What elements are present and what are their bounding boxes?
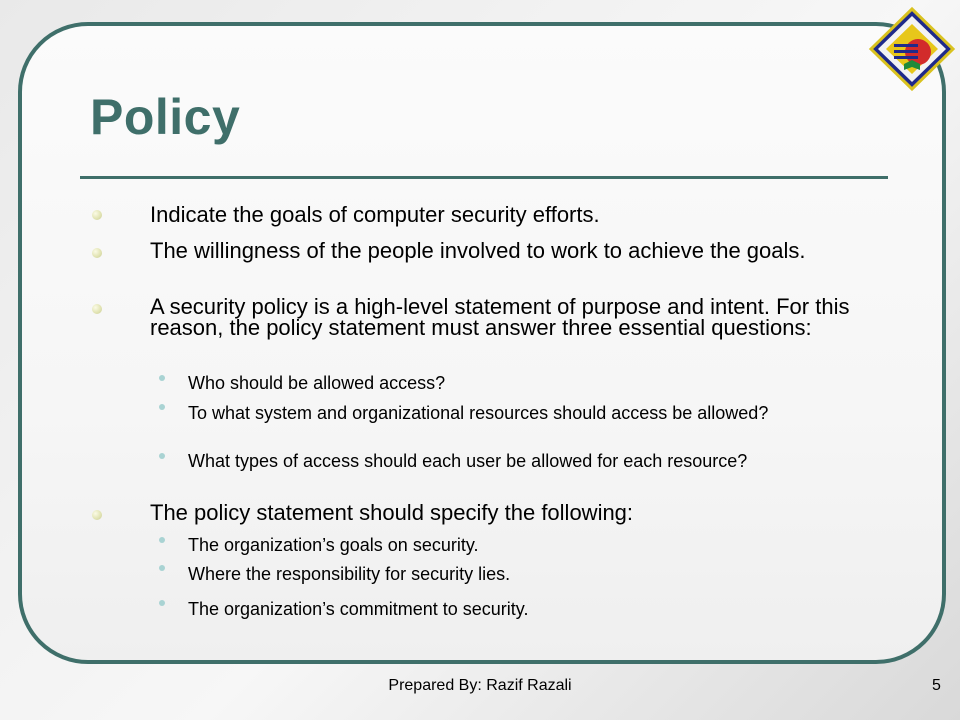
spec-commitment: The organization’s commitment to security. bbox=[188, 599, 529, 619]
spec-goals: The organization’s goals on security. bbox=[188, 535, 479, 555]
sub-bullet-marker bbox=[159, 453, 165, 459]
title-divider bbox=[80, 176, 888, 179]
bullet-security-policy: A security policy is a high-level statement of purpose and intent. For this reason, the policy statement must answer three essential questions: bbox=[150, 294, 850, 340]
sub-bullet-marker bbox=[159, 537, 165, 543]
question-who-access: Who should be allowed access? bbox=[188, 373, 446, 393]
bullet-marker bbox=[92, 304, 102, 314]
slide-title: Policy bbox=[90, 89, 241, 145]
sub-bullet-marker bbox=[159, 375, 165, 381]
sub-bullet-marker bbox=[159, 600, 165, 606]
bullet-marker bbox=[92, 248, 102, 258]
spec-responsibility: Where the responsibility for security lies. bbox=[188, 564, 511, 584]
sub-bullet-marker bbox=[159, 404, 165, 410]
question-access-types: What types of access should each user be allowed for each resource? bbox=[188, 451, 748, 471]
question-what-resources: To what system and organizational resources should access be allowed? bbox=[188, 403, 769, 423]
bullet-policy-statement: The policy statement should specify the following: bbox=[150, 500, 634, 525]
institution-emblem-icon bbox=[868, 6, 956, 92]
bullet-willingness: The willingness of the people involved to work to achieve the goals. bbox=[150, 238, 806, 263]
bullet-marker bbox=[92, 510, 102, 520]
bullet-goals: Indicate the goals of computer security efforts. bbox=[150, 202, 600, 227]
footer-author: Prepared By: Razif Razali bbox=[388, 677, 572, 694]
bullet-marker bbox=[92, 210, 102, 220]
page-number: 5 bbox=[932, 677, 941, 694]
sub-bullet-marker bbox=[159, 565, 165, 571]
